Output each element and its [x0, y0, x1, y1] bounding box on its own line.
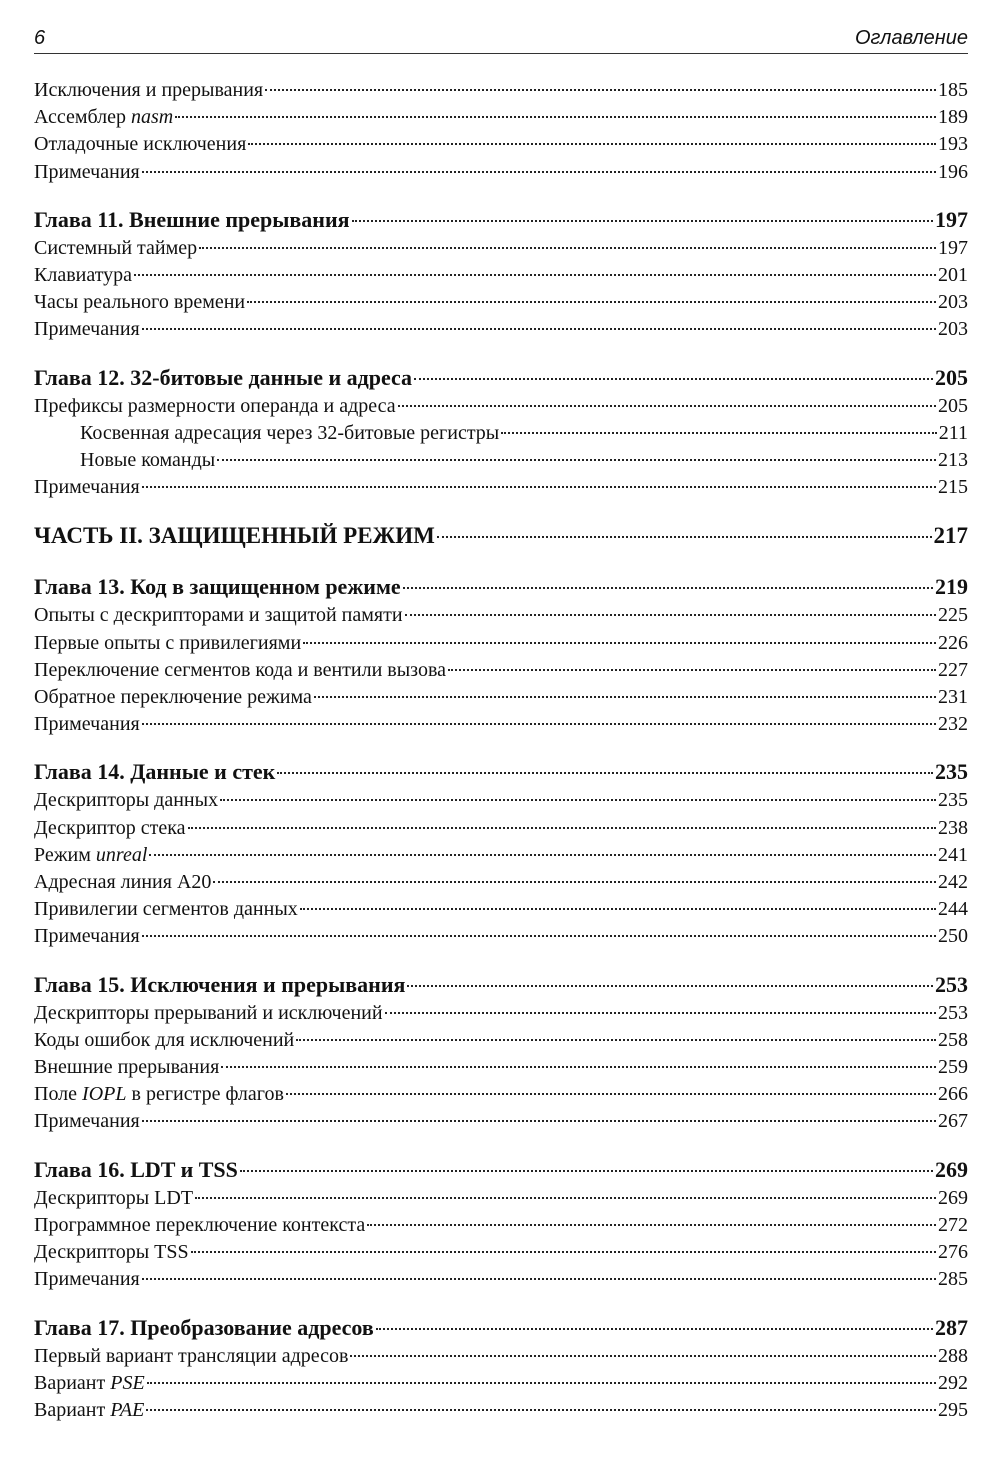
- toc-entry-title: [34, 1370, 145, 1397]
- toc-entry-title: [34, 787, 218, 814]
- toc-entry-title-text: Первые опыты с привилегиями: [34, 631, 302, 654]
- toc-entry-title: [34, 684, 312, 711]
- toc-section-entry: [34, 896, 968, 923]
- toc-entry-title: [34, 602, 403, 629]
- toc-entry-title-text: Глава 12. 32-битовые данные и адреса: [34, 364, 413, 390]
- running-head-title: Оглавление: [854, 27, 968, 49]
- toc-entry-title: [34, 262, 132, 289]
- toc-entry-title: [34, 1108, 140, 1135]
- toc-section-entry: [34, 316, 968, 343]
- dot-leader: [142, 1278, 936, 1280]
- toc-page-number: 269: [935, 1156, 968, 1182]
- table-of-contents: [34, 77, 968, 1424]
- toc-entry-title-text: Привилегии сегментов данных: [34, 898, 298, 921]
- toc-entry-title-text: Примечания: [34, 1268, 140, 1291]
- toc-section-entry: [34, 842, 968, 869]
- toc-entry-title: [34, 1212, 365, 1239]
- toc-entry-title: [34, 842, 147, 869]
- dot-leader: [220, 799, 936, 801]
- toc-page-number: 225: [938, 604, 968, 627]
- toc-entry-title: [34, 1239, 189, 1266]
- toc-entry-title: [34, 896, 298, 923]
- toc-entry-title-italic: unreal: [95, 843, 148, 866]
- toc-section-entry: [34, 474, 968, 501]
- dot-leader: [142, 935, 936, 937]
- dot-leader: [142, 171, 936, 173]
- toc-entry-title-text: Опыты с дескрипторами и защитой памяти: [34, 604, 403, 627]
- dot-leader: [414, 378, 933, 380]
- toc-section-entry: [34, 1239, 968, 1266]
- toc-entry-title: [34, 923, 140, 950]
- toc-entry-title-text: Исключения и прерывания: [34, 79, 264, 101]
- dot-leader: [398, 405, 936, 407]
- toc-entry-title-italic: PAE: [110, 1398, 145, 1421]
- toc-entry-title-text: Примечания: [34, 925, 140, 948]
- dot-leader: [352, 220, 933, 222]
- toc-entry-title: [80, 447, 215, 474]
- toc-page-number: 285: [938, 1268, 968, 1291]
- toc-section-entry: [34, 1108, 968, 1135]
- dot-leader: [188, 827, 936, 829]
- toc-chapter-entry: [34, 1155, 968, 1185]
- toc-entry-title: [34, 77, 263, 104]
- toc-entry-title-text: Глава 11. Внешние прерывания: [34, 206, 350, 232]
- toc-entry-title: [34, 630, 301, 657]
- toc-entry-title: [34, 131, 246, 158]
- toc-section-entry: [34, 262, 968, 289]
- page-number: 6: [34, 27, 46, 49]
- toc-page-number: 205: [938, 394, 968, 417]
- toc-entry-title-text: Программное переключение контекста: [34, 1213, 366, 1236]
- toc-page-number: 276: [938, 1241, 968, 1264]
- dot-leader: [407, 985, 933, 987]
- toc-entry-title: [34, 1155, 238, 1185]
- toc-entry-title: [34, 1313, 374, 1343]
- toc-page-number: 189: [938, 106, 968, 129]
- toc-entry-title: [34, 815, 186, 842]
- toc-entry-title-text: Косвенная адресация через 32-битовые регистры: [80, 421, 500, 444]
- toc-page-number: 272: [938, 1213, 968, 1236]
- toc-entry-title-text: Дескрипторы данных: [34, 789, 219, 812]
- toc-entry-title-text: Дескрипторы TSS: [34, 1241, 189, 1264]
- toc-page-number: 201: [938, 264, 968, 287]
- toc-group: [34, 757, 968, 950]
- toc-page-number: 197: [938, 236, 968, 259]
- toc-entry-title-text: Первый вариант трансляции адресов: [34, 1344, 349, 1367]
- toc-entry-title: [34, 1081, 284, 1108]
- dot-leader: [199, 247, 936, 249]
- toc-entry-title-text: Примечания: [34, 160, 140, 183]
- toc-page-number: 253: [935, 971, 968, 997]
- toc-section-entry: [34, 1212, 968, 1239]
- toc-section-entry: [34, 159, 968, 186]
- toc-page-number: 238: [938, 816, 968, 839]
- dot-leader: [240, 1170, 933, 1172]
- toc-page-number: 250: [938, 925, 968, 948]
- toc-subsection-entry: [34, 420, 968, 447]
- toc-page-number: 197: [935, 206, 968, 232]
- toc-entry-title: [34, 159, 140, 186]
- toc-entry-title-italic: nasm: [131, 106, 174, 129]
- toc-entry-title-text: Глава 13. Код в защищенном режиме: [34, 574, 401, 600]
- toc-page-number: 295: [938, 1398, 968, 1421]
- toc-page-number: 219: [935, 574, 968, 600]
- toc-page-number: 235: [935, 759, 968, 785]
- toc-entry-title-text: Обратное переключение режима: [34, 686, 312, 709]
- toc-entry-title: [34, 657, 446, 684]
- toc-entry-title: [34, 1027, 294, 1054]
- toc-chapter-entry: [34, 970, 968, 1000]
- toc-entry-title-text: Переключение сегментов кода и вентили вызова: [34, 658, 447, 681]
- toc-entry-title-text: Примечания: [34, 318, 140, 341]
- toc-page-number: 203: [938, 291, 968, 314]
- dot-leader: [403, 587, 933, 589]
- toc-page-number: 266: [938, 1083, 968, 1106]
- toc-page-number: 205: [935, 364, 968, 390]
- toc-entry-title: [34, 1185, 193, 1212]
- toc-group: [34, 572, 968, 738]
- toc-entry-title-text: ЧАСТЬ II. ЗАЩИЩЕННЫЙ РЕЖИМ: [34, 523, 435, 549]
- toc-entry-title: [34, 711, 140, 738]
- toc-entry-title: [34, 235, 197, 262]
- dot-leader: [213, 881, 936, 883]
- toc-entry-title-italic: IOPL: [82, 1083, 127, 1106]
- toc-entry-title: [34, 289, 245, 316]
- toc-section-entry: [34, 1266, 968, 1293]
- toc-page-number: 203: [938, 318, 968, 341]
- toc-section-entry: [34, 1397, 968, 1424]
- toc-entry-title-text: Адресная линия A20: [34, 871, 212, 894]
- toc-section-entry: [34, 1027, 968, 1054]
- dot-leader: [367, 1224, 936, 1226]
- toc-page-number: 215: [938, 476, 968, 499]
- toc-group: [34, 970, 968, 1136]
- toc-section-entry: [34, 393, 968, 420]
- toc-entry-title: [34, 757, 275, 787]
- toc-section-entry: [34, 289, 968, 316]
- dot-leader: [385, 1012, 936, 1014]
- toc-entry-title-text: Глава 17. Преобразование адресов: [34, 1314, 374, 1340]
- toc-entry-title-text: Новые команды: [80, 449, 216, 472]
- dot-leader: [149, 854, 936, 856]
- toc-page-number: 213: [938, 449, 968, 472]
- toc-section-entry: [34, 684, 968, 711]
- toc-section-entry: [34, 131, 968, 158]
- toc-section-entry: [34, 1185, 968, 1212]
- toc-page-number: 231: [938, 686, 968, 709]
- dot-leader: [501, 432, 936, 434]
- toc-part-entry: [34, 520, 968, 552]
- toc-entry-title-text: Глава 15. Исключения и прерывания: [34, 971, 406, 997]
- dot-leader: [314, 696, 936, 698]
- toc-entry-title: [34, 205, 350, 235]
- toc-group: [34, 1155, 968, 1294]
- toc-chapter-entry: [34, 363, 968, 393]
- dot-leader: [147, 1382, 936, 1384]
- toc-entry-title: [34, 393, 396, 420]
- toc-entry-title-tail: в регистре флагов: [126, 1083, 284, 1106]
- toc-section-entry: [34, 657, 968, 684]
- dot-leader: [142, 1120, 936, 1122]
- toc-entry-title-text: Часы реального времени: [34, 291, 246, 314]
- toc-entry-title-text: Примечания: [34, 713, 140, 736]
- toc-entry-title-text: Вариант: [34, 1371, 111, 1394]
- toc-section-entry: [34, 104, 968, 131]
- dot-leader: [142, 486, 936, 488]
- toc-entry-title-text: Клавиатура: [34, 264, 133, 287]
- toc-entry-title-text: Поле: [34, 1083, 83, 1106]
- toc-entry-title: [34, 869, 211, 896]
- toc-entry-title: [34, 1054, 219, 1081]
- toc-section-entry: [34, 630, 968, 657]
- dot-leader: [437, 536, 932, 538]
- toc-entry-title-text: Глава 14. Данные и стек: [34, 759, 276, 785]
- dot-leader: [277, 772, 933, 774]
- toc-entry-title-text: Дескрипторы прерываний и исключений: [34, 1001, 383, 1024]
- dot-leader: [265, 89, 936, 91]
- toc-entry-title: [34, 520, 435, 552]
- toc-entry-title-text: Примечания: [34, 476, 140, 499]
- dot-leader: [296, 1039, 936, 1041]
- dot-leader: [191, 1251, 936, 1253]
- toc-entry-title: [34, 1343, 348, 1370]
- dot-leader: [134, 274, 936, 276]
- toc-entry-title-text: Префиксы размерности операнда и адреса: [34, 394, 396, 417]
- toc-chapter-entry: [34, 572, 968, 602]
- toc-entry-title-text: Системный таймер: [34, 236, 198, 259]
- toc-page-number: 193: [938, 133, 968, 156]
- dot-leader: [376, 1328, 933, 1330]
- dot-leader: [303, 642, 936, 644]
- toc-entry-title: [34, 1000, 383, 1027]
- toc-entry-title-text: Дескрипторы LDT: [34, 1186, 194, 1209]
- toc-entry-title-italic: PSE: [110, 1371, 145, 1394]
- toc-page-number: 288: [938, 1344, 968, 1367]
- toc-entry-title: [34, 970, 405, 1000]
- toc-page-number: 258: [938, 1028, 968, 1051]
- dot-leader: [217, 459, 936, 461]
- toc-section-entry: [34, 602, 968, 629]
- toc-entry-title: [34, 104, 173, 131]
- toc-section-entry: [34, 1370, 968, 1397]
- dot-leader: [146, 1409, 936, 1411]
- dot-leader: [448, 669, 936, 671]
- dot-leader: [300, 908, 936, 910]
- toc-entry-title-text: Коды ошибок для исключений: [34, 1028, 295, 1051]
- toc-entry-title: [34, 1397, 144, 1424]
- dot-leader: [142, 723, 936, 725]
- toc-section-entry: [34, 1054, 968, 1081]
- toc-page-number: 217: [933, 523, 968, 549]
- toc-page-number: 196: [938, 160, 968, 183]
- toc-entry-title: [34, 316, 140, 343]
- toc-entry-title-text: Режим: [34, 843, 96, 866]
- toc-page-number: 253: [938, 1001, 968, 1024]
- running-head: [34, 22, 968, 54]
- toc-section-entry: [34, 711, 968, 738]
- toc-group: [34, 1313, 968, 1425]
- toc-group: [34, 205, 968, 344]
- toc-section-entry: [34, 869, 968, 896]
- toc-subsection-entry: [34, 447, 968, 474]
- dot-leader: [405, 614, 936, 616]
- toc-page-number: 232: [938, 713, 968, 736]
- toc-section-entry: [34, 77, 968, 104]
- toc-page-number: 287: [935, 1314, 968, 1340]
- toc-group: [34, 77, 968, 186]
- dot-leader: [247, 301, 936, 303]
- toc-page-number: 226: [938, 631, 968, 654]
- toc-group: [34, 363, 968, 502]
- dot-leader: [350, 1355, 936, 1357]
- toc-page-number: 242: [938, 871, 968, 894]
- toc-page-number: 227: [938, 658, 968, 681]
- toc-page-number: 241: [938, 843, 968, 866]
- toc-section-entry: [34, 787, 968, 814]
- toc-entry-title-text: Дескриптор стека: [34, 816, 186, 839]
- toc-section-entry: [34, 235, 968, 262]
- toc-entry-title-text: Вариант: [34, 1398, 111, 1421]
- dot-leader: [248, 143, 936, 145]
- toc-page-number: 267: [938, 1110, 968, 1133]
- toc-page-number: 185: [938, 79, 968, 101]
- dot-leader: [195, 1197, 936, 1199]
- toc-page-number: 244: [938, 898, 968, 921]
- toc-page-number: 211: [938, 421, 968, 444]
- toc-entry-title: [34, 363, 412, 393]
- dot-leader: [142, 328, 936, 330]
- dot-leader: [221, 1066, 936, 1068]
- toc-entry-title-text: Глава 16. LDT и TSS: [34, 1156, 238, 1182]
- toc-chapter-entry: [34, 1313, 968, 1343]
- toc-section-entry: [34, 815, 968, 842]
- toc-entry-title: [80, 420, 499, 447]
- toc-entry-title-text: Отладочные исключения: [34, 133, 247, 156]
- toc-entry-title-text: Примечания: [34, 1110, 140, 1133]
- toc-page-number: 269: [938, 1186, 968, 1209]
- toc-entry-title: [34, 474, 140, 501]
- toc-entry-title: [34, 572, 401, 602]
- toc-entry-title-text: Ассемблер: [34, 106, 132, 129]
- dot-leader: [175, 116, 936, 118]
- toc-page-number: 292: [938, 1371, 968, 1394]
- toc-chapter-entry: [34, 205, 968, 235]
- toc-section-entry: [34, 1081, 968, 1108]
- toc-section-entry: [34, 923, 968, 950]
- toc-chapter-entry: [34, 757, 968, 787]
- toc-page-number: 259: [938, 1056, 968, 1079]
- toc-entry-title-text: Внешние прерывания: [34, 1056, 220, 1079]
- toc-section-entry: [34, 1343, 968, 1370]
- toc-entry-title: [34, 1266, 140, 1293]
- toc-section-entry: [34, 1000, 968, 1027]
- toc-page-number: 235: [938, 789, 968, 812]
- dot-leader: [286, 1093, 936, 1095]
- toc-group: [34, 520, 968, 552]
